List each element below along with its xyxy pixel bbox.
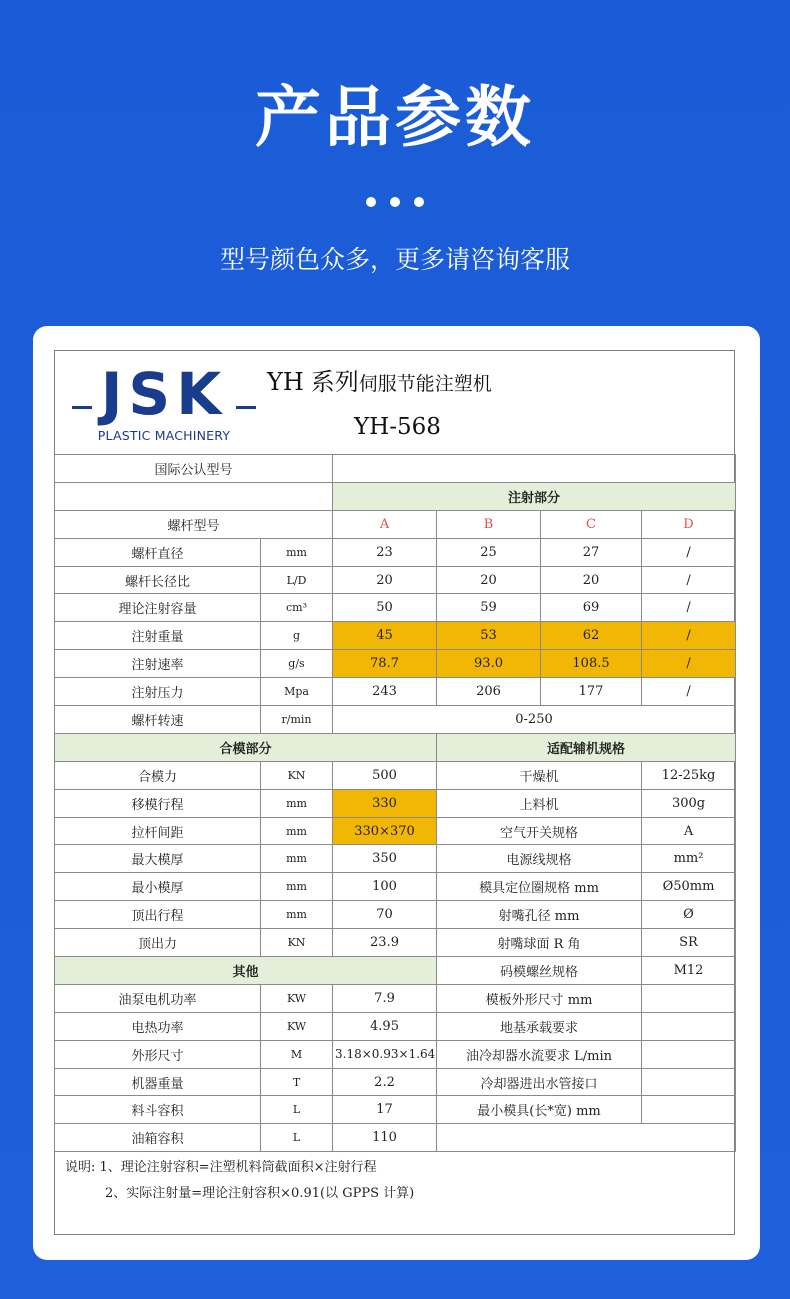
aux-value: SR	[642, 929, 736, 957]
aux-value: A	[642, 817, 736, 845]
dot	[366, 197, 376, 207]
value-a: 243	[333, 678, 437, 706]
value-b: 206	[437, 678, 541, 706]
table-row	[55, 817, 736, 845]
row-label: 电热功率	[55, 1012, 261, 1040]
aux-value: 12-25kg	[642, 761, 736, 789]
row-label: 料斗容积	[55, 1096, 261, 1124]
table-row	[55, 1012, 736, 1040]
row-value: 350	[333, 845, 437, 873]
row-label: 油箱容积	[55, 1124, 261, 1152]
row-label: 螺杆长径比	[55, 566, 261, 594]
table-row	[55, 984, 736, 1012]
aux-label: 空气开关规格	[437, 817, 642, 845]
aux-label: 射嘴孔径 mm	[437, 901, 642, 929]
row-unit: mm	[261, 873, 333, 901]
row-unit: mm	[261, 901, 333, 929]
row-label: 最小模厚	[55, 873, 261, 901]
table-row	[55, 845, 736, 873]
table-row	[55, 1124, 736, 1152]
aux-label: 油冷却器水流要求 L/min	[437, 1040, 642, 1068]
aux-value: mm²	[642, 845, 736, 873]
row-value: 330×370	[333, 817, 437, 845]
value-b: 53	[437, 622, 541, 650]
value-c: 69	[541, 594, 642, 622]
row-unit: L	[261, 1124, 333, 1152]
aux-label: 电源线规格	[437, 845, 642, 873]
value-c: 177	[541, 678, 642, 706]
blank-cell	[437, 1124, 736, 1152]
row-value: 17	[333, 1096, 437, 1124]
screw-type-label: 螺杆型号	[55, 510, 333, 538]
row-unit: mm	[261, 538, 333, 566]
aux-value	[642, 1012, 736, 1040]
row-value: 500	[333, 761, 437, 789]
table-row	[55, 957, 736, 985]
row-label: 理论注射容量	[55, 594, 261, 622]
series-prefix: YH	[267, 368, 304, 396]
aux-value	[642, 1068, 736, 1096]
row-value: 4.95	[333, 1012, 437, 1040]
dot	[390, 197, 400, 207]
row-label: 顶出力	[55, 929, 261, 957]
row-unit: mm	[261, 789, 333, 817]
row-unit: M	[261, 1040, 333, 1068]
row-unit: KN	[261, 761, 333, 789]
table-row	[55, 482, 736, 510]
row-unit: g	[261, 622, 333, 650]
row-label: 油泵电机功率	[55, 984, 261, 1012]
table-row	[55, 455, 736, 483]
table-row	[55, 733, 736, 761]
clamping-section-header: 合模部分	[55, 733, 437, 761]
value-b: 59	[437, 594, 541, 622]
row-value: 7.9	[333, 984, 437, 1012]
row-label: 移模行程	[55, 789, 261, 817]
value-b: 20	[437, 566, 541, 594]
value-a: 23	[333, 538, 437, 566]
aux-label: 最小模具(长*宽) mm	[437, 1096, 642, 1124]
row-label: 注射重量	[55, 622, 261, 650]
auxiliary-section-header: 适配辅机规格	[437, 733, 736, 761]
screw-type-b: B	[437, 510, 541, 538]
page-subtitle: 型号颜色众多，更多请咨询客服	[219, 245, 570, 274]
table-row	[55, 678, 736, 706]
series-title	[267, 362, 492, 397]
row-value: 110	[333, 1124, 437, 1152]
model-number: YH-568	[354, 414, 441, 440]
table-row	[55, 929, 736, 957]
intl-model-label: 国际公认型号	[55, 455, 333, 483]
note-line-1: 说明: 1、理论注射容积=注塑机料筒截面积×注射行程	[65, 1160, 377, 1175]
table-row	[55, 650, 736, 678]
value-d: /	[642, 594, 736, 622]
series-word: 系列	[310, 368, 359, 396]
row-unit: KN	[261, 929, 333, 957]
row-value: 23.9	[333, 929, 437, 957]
row-label: 螺杆转速	[55, 706, 261, 734]
table-row	[55, 789, 736, 817]
spec-table-main	[54, 454, 736, 1152]
value-d: /	[642, 678, 736, 706]
aux-label: 冷却器进出水管接口	[437, 1068, 642, 1096]
row-value: 330	[333, 789, 437, 817]
row-value: 2.2	[333, 1068, 437, 1096]
dots-decoration	[0, 192, 790, 211]
aux-label: 上料机	[437, 789, 642, 817]
aux-value: Ø50mm	[642, 873, 736, 901]
aux-label: 模具定位圈规格 mm	[437, 873, 642, 901]
aux-value	[642, 984, 736, 1012]
screw-type-d: D	[642, 510, 736, 538]
row-unit: KW	[261, 1012, 333, 1040]
row-label: 最大模厚	[55, 845, 261, 873]
dot	[414, 197, 424, 207]
table-row	[55, 594, 736, 622]
note-line-2: 2、实际注射量=理论注射容积×0.91(以 GPPS 计算)	[105, 1186, 415, 1201]
row-label: 外形尺寸	[55, 1040, 261, 1068]
value-a: 78.7	[333, 650, 437, 678]
row-unit: mm	[261, 845, 333, 873]
row-value: 100	[333, 873, 437, 901]
intl-model-value	[333, 455, 736, 483]
aux-label: 模板外形尺寸 mm	[437, 984, 642, 1012]
blank-cell	[55, 482, 333, 510]
table-row	[55, 1040, 736, 1068]
aux-value: M12	[642, 957, 736, 985]
row-unit: KW	[261, 984, 333, 1012]
table-row	[55, 761, 736, 789]
aux-value	[642, 1096, 736, 1124]
value-a: 50	[333, 594, 437, 622]
aux-value: Ø	[642, 901, 736, 929]
table-row	[55, 901, 736, 929]
aux-label: 射嘴球面 R 角	[437, 929, 642, 957]
table-row	[55, 1068, 736, 1096]
aux-value: 300g	[642, 789, 736, 817]
row-unit: L/D	[261, 566, 333, 594]
row-label: 机器重量	[55, 1068, 261, 1096]
table-row	[55, 873, 736, 901]
aux-value	[642, 1040, 736, 1068]
row-value: 0-250	[333, 706, 736, 734]
table-row	[55, 566, 736, 594]
row-label: 拉杆间距	[55, 817, 261, 845]
value-a: 45	[333, 622, 437, 650]
value-d: /	[642, 538, 736, 566]
row-label: 顶出行程	[55, 901, 261, 929]
row-label: 合模力	[55, 761, 261, 789]
table-row	[55, 622, 736, 650]
logo-tagline: PLASTIC MACHINERY	[97, 428, 231, 443]
row-label: 螺杆直径	[55, 538, 261, 566]
row-unit: mm	[261, 817, 333, 845]
value-c: 108.5	[541, 650, 642, 678]
spec-header	[54, 350, 735, 454]
series-name: 伺服节能注塑机	[358, 373, 492, 395]
table-row	[55, 706, 736, 734]
table-row	[55, 1096, 736, 1124]
page-title: 产品参数	[255, 79, 535, 156]
value-d: /	[642, 650, 736, 678]
row-value: 3.18×0.93×1.64	[333, 1040, 437, 1068]
row-value: 70	[333, 901, 437, 929]
screw-type-c: C	[541, 510, 642, 538]
row-unit: g/s	[261, 650, 333, 678]
row-label: 注射压力	[55, 678, 261, 706]
row-unit: T	[261, 1068, 333, 1096]
value-d: /	[642, 622, 736, 650]
row-unit: L	[261, 1096, 333, 1124]
aux-label: 干燥机	[437, 761, 642, 789]
row-unit: r/min	[261, 706, 333, 734]
row-unit: cm³	[261, 594, 333, 622]
aux-label: 码模螺丝规格	[437, 957, 642, 985]
injection-section-header: 注射部分	[333, 482, 736, 510]
aux-label: 地基承载要求	[437, 1012, 642, 1040]
other-section-header: 其他	[55, 957, 437, 985]
value-c: 27	[541, 538, 642, 566]
table-row	[55, 538, 736, 566]
row-label: 注射速率	[55, 650, 261, 678]
value-d: /	[642, 566, 736, 594]
table-row	[55, 510, 736, 538]
value-c: 62	[541, 622, 642, 650]
screw-type-a: A	[333, 510, 437, 538]
logo-name: JSK	[100, 360, 228, 428]
row-unit: Mpa	[261, 678, 333, 706]
value-a: 20	[333, 566, 437, 594]
jsk-logo	[74, 360, 254, 443]
value-c: 20	[541, 566, 642, 594]
value-b: 93.0	[437, 650, 541, 678]
notes	[65, 1155, 414, 1207]
value-b: 25	[437, 538, 541, 566]
